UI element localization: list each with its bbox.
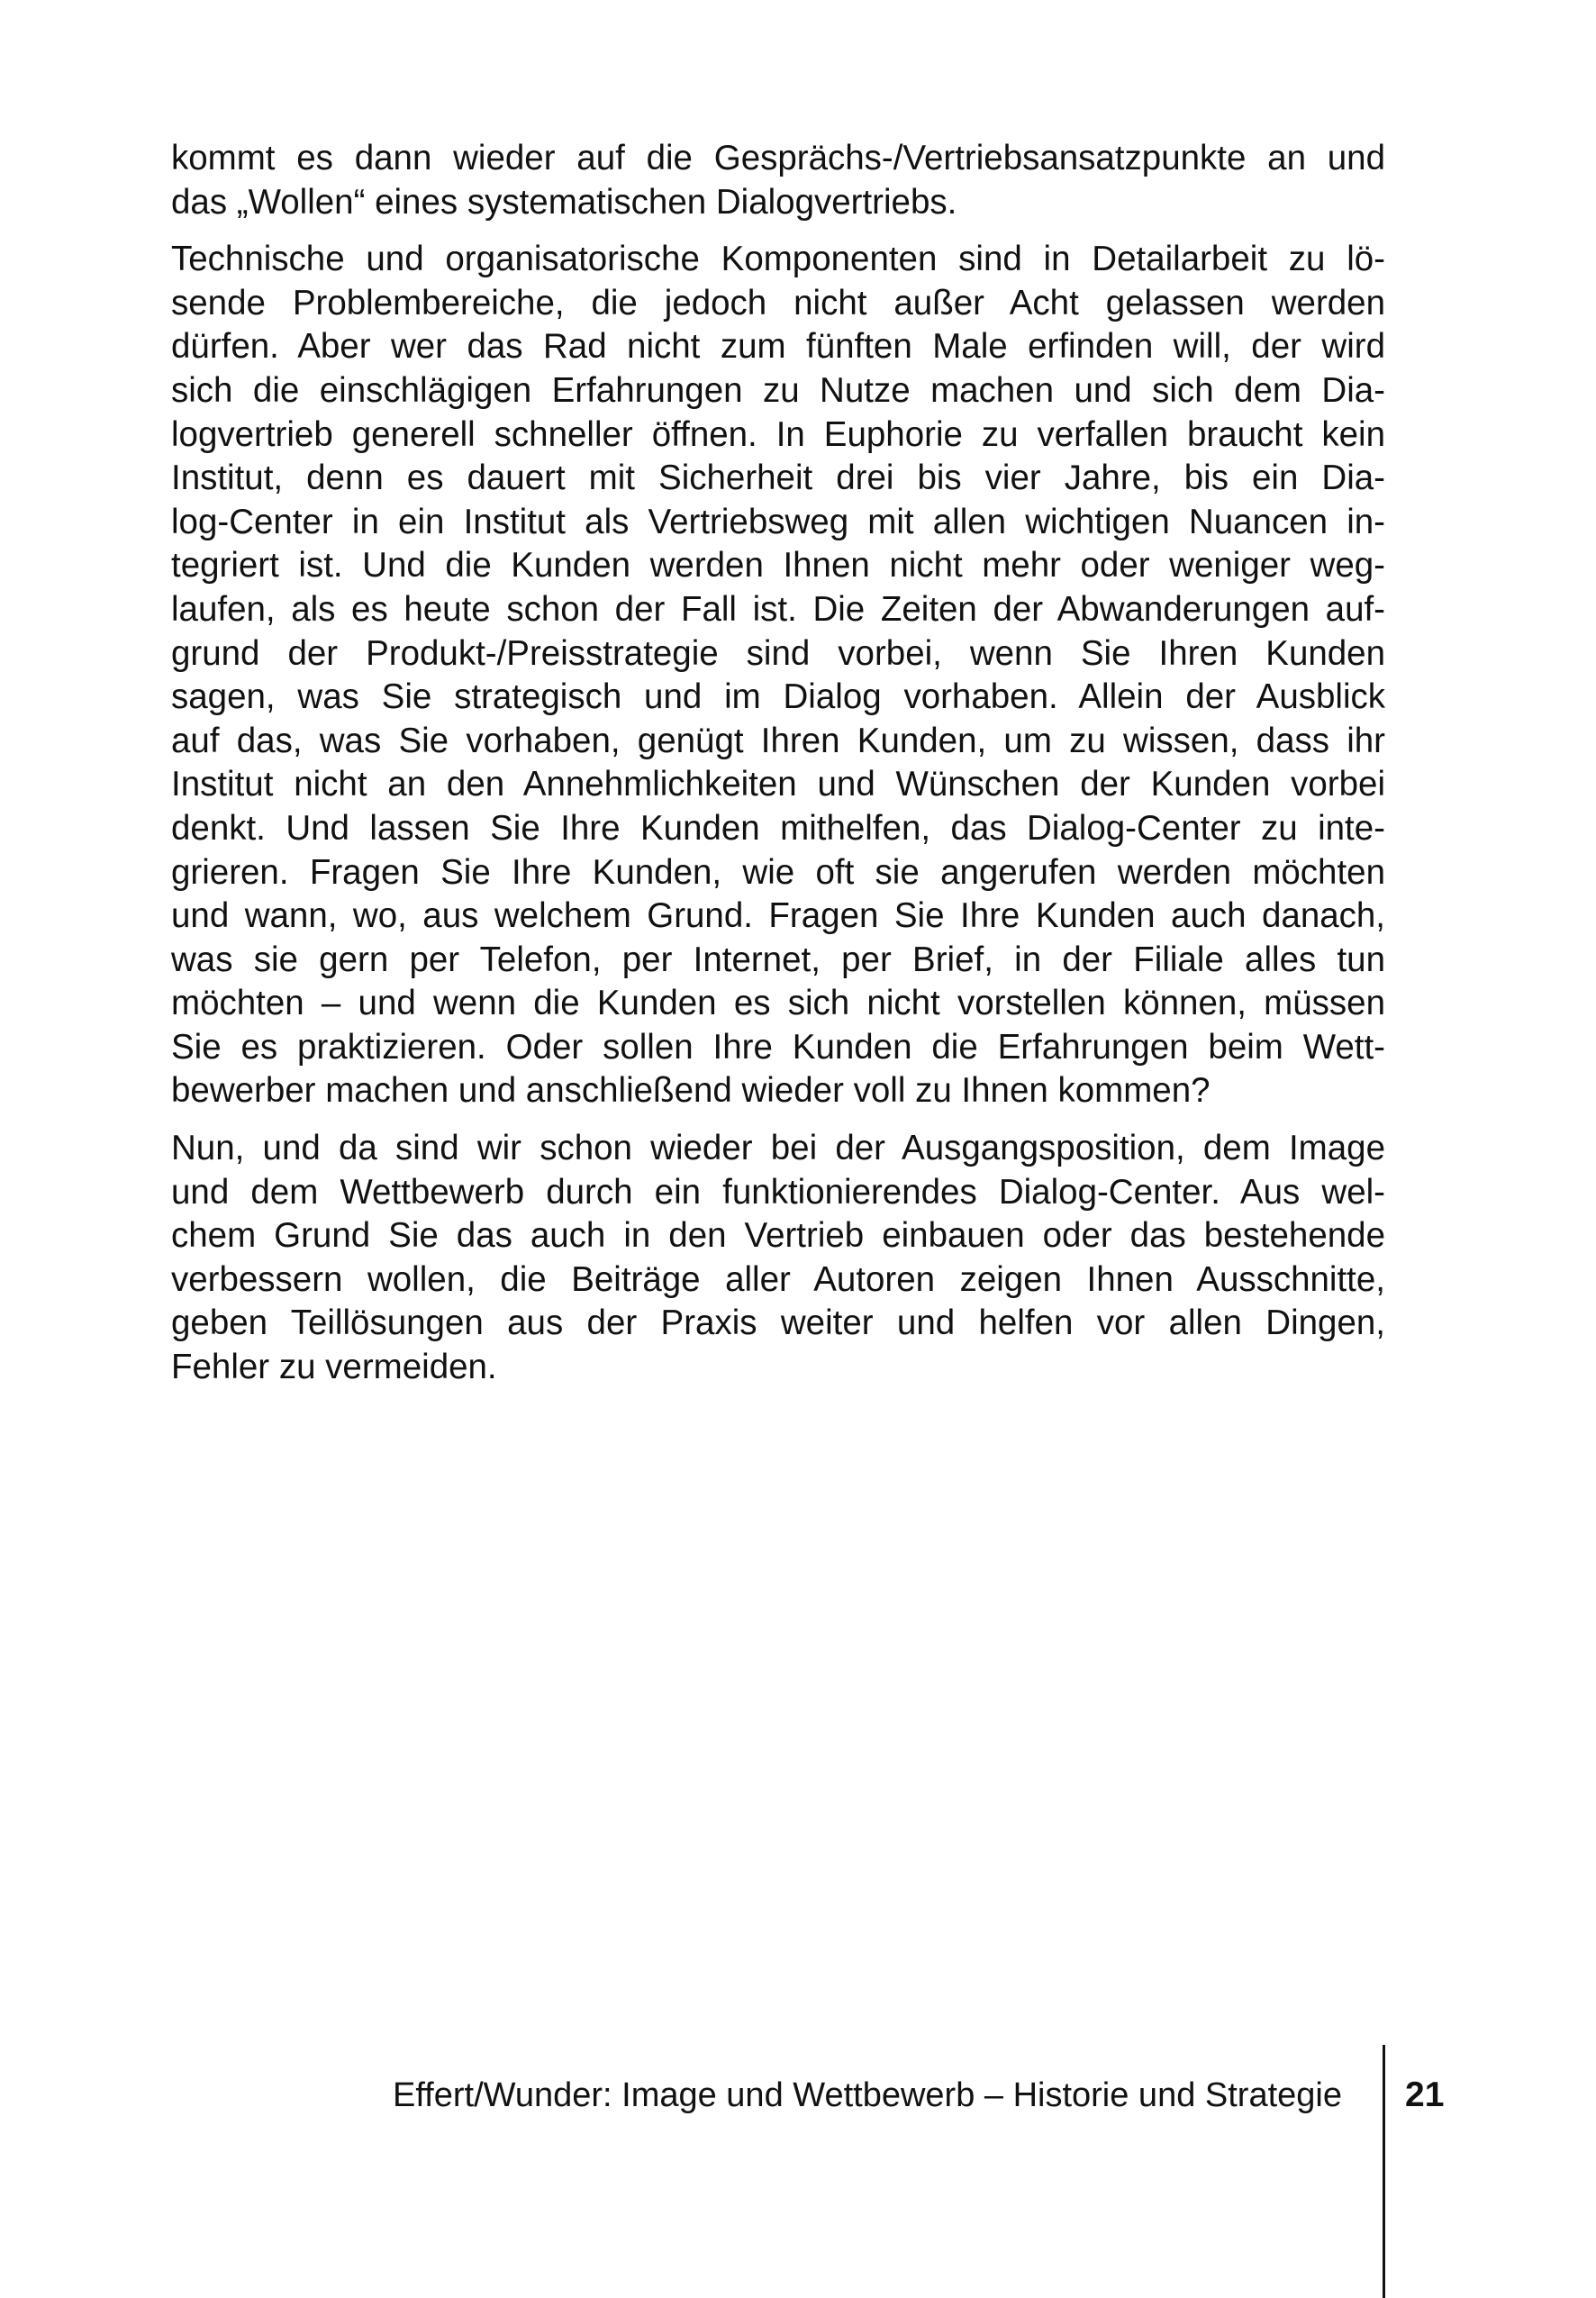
text-line: sende Problembereiche, die jedoch nicht außer Acht gelassen werden (171, 283, 1385, 322)
text-line: dürfen. Aber wer das Rad nicht zum fünften Male erfinden will, der wird (171, 327, 1385, 367)
body-text (171, 137, 1385, 1403)
text-line: das „Wollen“ eines systematischen Dialogvertriebs. (171, 182, 957, 222)
paragraph (171, 1127, 1385, 1390)
text-line: und wann, wo, aus welchem Grund. Fragen Sie Ihre Kunden auch danach, (171, 896, 1385, 936)
text-line: Institut, denn es dauert mit Sicherheit drei bis vier Jahre, bis ein Dia- (171, 459, 1385, 498)
text-line: was sie gern per Telefon, per Internet, per Brief, in der Filiale alles tun (171, 940, 1385, 979)
text-line: Sie es praktizieren. Oder sollen Ihre Kunden die Erfahrungen beim Wett- (171, 1027, 1385, 1067)
text-line: geben Teillösungen aus der Praxis weiter und helfen vor allen Dingen, (171, 1303, 1385, 1343)
text-line: sagen, was Sie strategisch und im Dialog vorhaben. Allein der Ausblick (171, 677, 1385, 717)
paragraph (171, 238, 1385, 1113)
text-line: tegriert ist. Und die Kunden werden Ihnen nicht mehr oder weniger weg- (171, 546, 1385, 586)
text-line: und dem Wettbewerb durch ein funktionierendes Dialog-Center. Aus wel- (171, 1172, 1385, 1212)
text-line: chem Grund Sie das auch in den Vertrieb einbauen oder das bestehende (171, 1216, 1385, 1256)
text-line: Fehler zu vermeiden. (171, 1348, 497, 1387)
running-title: Effert/Wunder: Image und Wettbewerb – Historie und Strategie (392, 2076, 1342, 2114)
text-line: grund der Produkt-/Preisstrategie sind vorbei, wenn Sie Ihren Kunden (171, 633, 1385, 673)
text-line: Institut nicht an den Annehmlichkeiten und Wünschen der Kunden vorbei (171, 765, 1385, 804)
text-line: Technische und organisatorische Komponenten sind in Detailarbeit zu lö- (171, 240, 1385, 279)
page-number: 21 (1405, 2075, 1445, 2114)
footer-rule (1383, 2045, 1385, 2298)
text-line: laufen, als es heute schon der Fall ist. Die Zeiten der Abwanderungen auf- (171, 589, 1385, 629)
text-line: denkt. Und lassen Sie Ihre Kunden mithelfen, das Dialog-Center zu inte- (171, 808, 1385, 848)
text-line: auf das, was Sie vorhaben, genügt Ihren Kunden, um zu wissen, dass ihr (171, 721, 1385, 760)
text-line: grieren. Fragen Sie Ihre Kunden, wie oft sie angerufen werden möchten (171, 852, 1385, 892)
text-line: Nun, und da sind wir schon wieder bei der Ausgangsposition, dem Image (171, 1129, 1385, 1168)
text-line: verbessern wollen, die Beiträge aller Autoren zeigen Ihnen Ausschnitte, (171, 1259, 1385, 1299)
text-line: kommt es dann wieder auf die Gesprächs-/Vertriebsansatzpunkte an und (171, 139, 1385, 177)
text-line: sich die einschlägigen Erfahrungen zu Nutze machen und sich dem Dia- (171, 370, 1385, 410)
text-line: log-Center in ein Institut als Vertriebsweg mit allen wichtigen Nuancen in- (171, 502, 1385, 541)
paragraph (171, 137, 1385, 224)
text-line: logvertrieb generell schneller öffnen. In Euphorie zu verfallen braucht kein (171, 414, 1385, 454)
text-line: bewerber machen und anschließend wieder voll zu Ihnen kommen? (171, 1071, 1211, 1111)
text-line: möchten – und wenn die Kunden es sich nicht vorstellen können, müssen (171, 984, 1385, 1023)
